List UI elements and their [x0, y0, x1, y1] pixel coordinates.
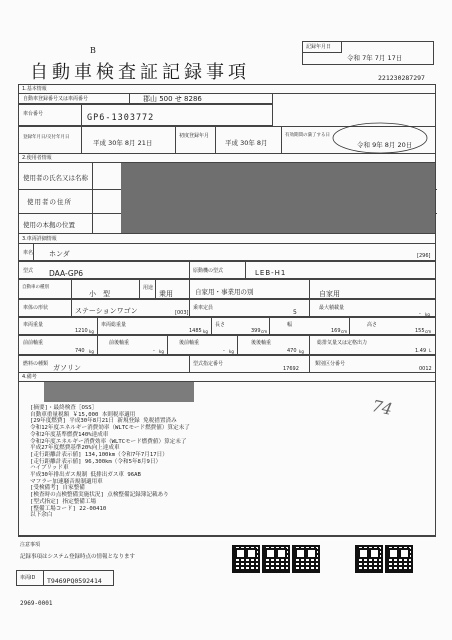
chassis-label: 車台番号 [23, 111, 44, 117]
remarks-line: [整備工場コード] 22-00410 [30, 505, 107, 512]
expiry-hand-circle [330, 120, 430, 156]
gross-label: 車両総重量 [101, 322, 127, 328]
body-row [18, 299, 436, 317]
rr-axle-label: 後後軸重 [251, 340, 272, 346]
document-title: 自動車検査証記録事項 [30, 62, 250, 83]
model-label: 型式 [23, 268, 34, 274]
gross-unit: kg [203, 329, 208, 334]
first-reg-value: 平成 30年 8月 21日 [93, 139, 153, 147]
height-label: 高さ [367, 322, 378, 328]
user-address-label: 使用者の住所 [27, 198, 72, 206]
body-value: ステーションワゴン [75, 307, 138, 315]
remarks-line: 令和2年度基準燃費140%達成車 [30, 431, 109, 438]
handwritten-note: 74 [370, 396, 395, 419]
qr-code [262, 545, 290, 573]
remarks-line: [29年度燃費] 平成30年8月21日 新規登録 免税措置済み [30, 418, 177, 425]
section-vehicle-heading: 3.車両詳細情報 [22, 236, 57, 242]
rf-axle-unit: kg [229, 349, 234, 354]
weight-label: 車両重量 [23, 322, 44, 328]
rr-axle-value: 470 [287, 348, 297, 354]
use-label: 用途 [143, 285, 154, 291]
section-user-heading: 2.使用者情報 [22, 155, 52, 161]
user-info-redaction [121, 163, 435, 233]
engine-value: LEB-H1 [255, 269, 287, 277]
qr-code [292, 545, 320, 573]
document-number: 221230287297 [378, 74, 425, 82]
remarks-line: ハイブリッド車 [30, 465, 69, 472]
ff-axle-unit: kg [89, 349, 94, 354]
first-reg-ym-label: 初度登録年月 [179, 133, 210, 139]
registration-row [18, 93, 273, 104]
model-row [18, 261, 436, 279]
business-value: 自家用 [319, 290, 340, 298]
remarks-redaction [44, 382, 194, 402]
business-label: 自家用・事業用の別 [195, 288, 254, 296]
remarks-line: [検査時の点検整備実施状況] 点検整備記録簿記載あり [30, 492, 169, 499]
maker-row [18, 243, 436, 261]
capacity-label: 乗車定員 [193, 305, 214, 311]
use-value: 乗用 [159, 290, 173, 298]
rf-axle-label: 後前軸重 [179, 340, 200, 346]
width-unit: cm [341, 329, 348, 334]
fuel-label: 燃料の種類 [23, 361, 49, 367]
rr-axle-unit: kg [299, 349, 304, 354]
expiry-value: 令和 9年 8月 20日 [357, 141, 413, 149]
max-load-unit: kg [425, 312, 430, 317]
remarks-line: [走行距離計表示値] 134,100km（令和7年7月17日） [30, 451, 168, 458]
maker-value: ホンダ [49, 250, 70, 258]
maker-code: [296] [417, 253, 431, 259]
remarks-line: マフラー加速騒音規制適用車 [30, 478, 103, 485]
model-value: DAA-GP6 [49, 269, 84, 278]
ff-axle-label: 前前軸重 [23, 340, 44, 346]
record-date-value: 令和 7年 7月 17日 [347, 54, 403, 62]
vehicle-id-label: 車両ID [20, 575, 36, 581]
remarks-line: [型式指定] 指定整備工場 [30, 498, 97, 505]
remarks-line: [受検備考] 自家整備 [30, 485, 85, 492]
height-unit: cm [425, 329, 432, 334]
remarks-line: [摘要]・最終検査［OSS］ [30, 405, 98, 411]
fuel-value: ガソリン [53, 364, 81, 372]
fr-axle-label: 前後軸重 [109, 340, 130, 346]
engine-label: 原動機の型式 [193, 268, 224, 274]
qr-code [355, 545, 383, 573]
max-load-label: 最大積載量 [319, 305, 345, 311]
remarks-line: [走行距離計表示値] 96,300km（令和5年8月9日） [30, 458, 162, 465]
section-basic-heading: 1.基本情報 [22, 86, 47, 92]
expiry-label: 有効期間の満了する日 [285, 133, 330, 138]
type-no-value: 17692 [283, 366, 299, 372]
ff-axle-value: 740 [75, 348, 85, 354]
remarks-line: 令和2年度エネルギー消費効率（WLTCモード燃費値）算定未了 [30, 438, 187, 445]
fr-axle-value: - [153, 348, 155, 354]
class-no-label: 類別区分番号 [315, 361, 346, 367]
body-label: 車体の形状 [23, 305, 49, 311]
max-load-value: - [419, 311, 421, 317]
kind-row [18, 279, 436, 299]
user-name-label: 使用者の氏名又は名称 [23, 174, 88, 182]
page-code: 2969-0001 [20, 600, 53, 607]
width-label: 幅 [287, 322, 293, 328]
class-no-value: 0012 [419, 366, 432, 372]
notice-text: 記録事項はシステム登録時点の情報となります [20, 554, 135, 560]
remarks-line: 令和12年度エネルギー消費効率（WLTCモード燃費値）算定未了 [30, 425, 190, 432]
weight-unit: kg [89, 329, 94, 334]
weight-row [18, 317, 436, 335]
vehicle-id-value: T9469PQ0592414 [47, 577, 102, 585]
vehicle-id-box [16, 570, 114, 586]
remarks-list [30, 405, 290, 519]
maker-label: 車名 [23, 250, 34, 256]
type-no-label: 型式指定番号 [193, 361, 224, 367]
chassis-value: GP6-1303772 [87, 113, 155, 123]
displacement-label: 総排気量又は定格出力 [317, 340, 368, 346]
qr-code [385, 545, 413, 573]
remarks-line: 自動車重量税額 ￥15,000 本則税率適用 [30, 411, 136, 418]
chassis-row [18, 104, 273, 126]
width-value: 169 [331, 328, 341, 334]
fr-axle-unit: kg [159, 349, 164, 354]
record-date-label: 記録年月日 [306, 44, 332, 50]
remarks-line: 平成30年排出ガス規制 低排出ガス車 96AB [30, 472, 141, 479]
remarks-line: 平成27年度燃費基準20%向上達成車 [30, 445, 120, 452]
form-mark: B [90, 46, 96, 55]
fuel-row [18, 355, 436, 373]
qr-code [232, 545, 260, 573]
rf-axle-value: - [223, 348, 225, 354]
body-code: [003] [175, 310, 189, 316]
displacement-value: 1.49 [415, 348, 427, 354]
weight-value: 1210 [75, 328, 88, 334]
kind-value: 小 型 [89, 290, 110, 298]
registration-value: 郡山 500 せ 8286 [143, 95, 202, 103]
first-reg-label: 登録年月日/交付年月日 [23, 135, 70, 140]
length-value: 399 [251, 328, 261, 334]
axle-row [18, 335, 436, 355]
displacement-unit: L [429, 348, 432, 353]
record-date-box [302, 41, 434, 65]
user-base-label: 使用の本拠の位置 [23, 221, 75, 229]
registration-label: 自動車登録番号又は車両番号 [23, 96, 89, 102]
kind-label: 自動車の種別 [22, 285, 49, 290]
height-value: 155 [415, 328, 425, 334]
capacity-value: 5 [293, 309, 297, 316]
first-reg-ym-value: 平成 30年 8月 [225, 139, 268, 147]
remarks-line: 以下余白 [30, 512, 53, 519]
notice-heading: 注意事項 [20, 542, 41, 548]
length-unit: cm [261, 329, 268, 334]
section-remarks-heading: 4.備考 [22, 374, 37, 380]
length-label: 長さ [215, 322, 226, 328]
gross-value: 1485 [189, 328, 202, 334]
